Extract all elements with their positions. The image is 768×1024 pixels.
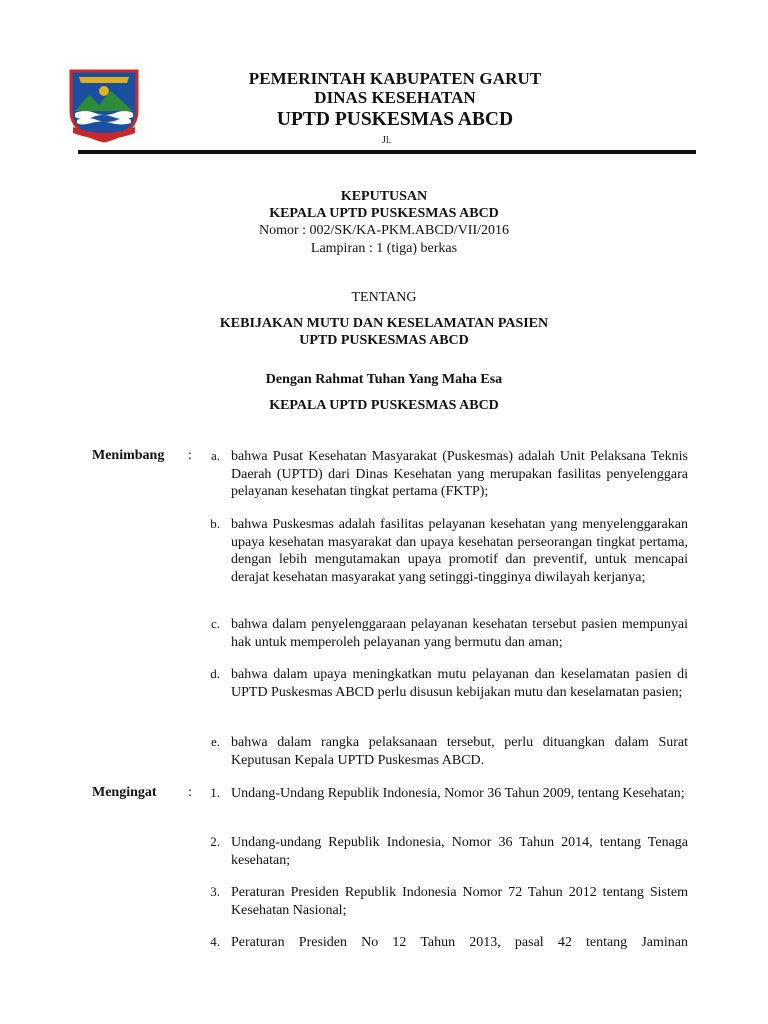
menimbang-item-marker: d. <box>210 666 220 681</box>
mengingat-item-marker: 4. <box>210 934 220 949</box>
mengingat-label: Mengingat <box>92 785 157 800</box>
decree-subject-line1: KEBIJAKAN MUTU DAN KESELAMATAN PASIEN <box>219 316 549 331</box>
menimbang-item-marker: e. <box>210 734 220 749</box>
garut-regency-emblem-icon <box>67 67 141 143</box>
menimbang-item-text: bahwa Puskesmas adalah fasilitas pelayanan kesehatan yang menyelenggarakan upaya kesehatan masyarakat dan upaya kesehatan perseorangan tingkat pertama, dengan lebih mengutamakan upaya promotif dan preventif, untuk mencapai derajat kesehatan masyarakat yang setinggi-tingginya diwilayah kerjanya; <box>231 517 688 585</box>
letterhead-divider <box>78 150 696 154</box>
decree-number: Nomor : 002/SK/KA-PKM.ABCD/VII/2016 <box>258 223 510 238</box>
letterhead-address: Jl. <box>382 135 392 146</box>
mengingat-item-text: Undang-undang Republik Indonesia, Nomor 36 Tahun 2014, tentang Tenaga kesehatan; <box>231 835 688 868</box>
decree-title: KEPUTUSAN <box>340 189 428 204</box>
mengingat-item-text: Undang-Undang Republik Indonesia, Nomor 36 Tahun 2009, tentang Kesehatan; <box>231 786 685 801</box>
decree-invocation: Dengan Rahmat Tuhan Yang Maha Esa <box>265 372 503 387</box>
menimbang-item-text: bahwa dalam penyelenggaraan pelayanan kesehatan tersebut pasien mempunyai hak untuk memperoleh pelayanan yang bermutu dan aman; <box>231 617 688 650</box>
letterhead-government: PEMERINTAH KABUPATEN GARUT <box>248 69 542 88</box>
menimbang-colon: : <box>188 448 192 463</box>
menimbang-label: Menimbang <box>92 448 165 463</box>
mengingat-colon: : <box>188 785 192 800</box>
menimbang-item-marker: c. <box>210 616 220 631</box>
decree-subject-line2: UPTD PUSKESMAS ABCD <box>299 333 469 348</box>
decree-issuer-repeat: KEPALA UPTD PUSKESMAS ABCD <box>269 398 499 413</box>
mengingat-item-text: Peraturan Presiden No 12 Tahun 2013, pasal 42 tentang Jaminan <box>231 935 688 950</box>
decree-issuer: KEPALA UPTD PUSKESMAS ABCD <box>269 206 499 221</box>
menimbang-item-text: bahwa Pusat Kesehatan Masyarakat (Puskesmas) adalah Unit Pelaksana Teknis Daerah (UPTD) dari Dinas Kesehatan yang merupakan fasilitas penyelenggara pelayanan kesehatan tingkat pertama (FKTP); <box>231 449 688 500</box>
letterhead-department: DINAS KESEHATAN <box>314 88 476 107</box>
menimbang-item-marker: a. <box>210 448 220 463</box>
decree-attachment: Lampiran : 1 (tiga) berkas <box>310 241 458 256</box>
menimbang-item-marker: b. <box>210 516 220 531</box>
menimbang-item-text: bahwa dalam rangka pelaksanaan tersebut, perlu dituangkan dalam Surat Keputusan Kepala UPTD Puskesmas ABCD. <box>231 735 688 768</box>
mengingat-item-marker: 2. <box>210 834 220 849</box>
menimbang-item-text: bahwa dalam upaya meningkatkan mutu pelayanan dan keselamatan pasien di UPTD Puskesmas ABCD perlu disusun kebijakan mutu dan keselamatan pasien; <box>231 667 688 700</box>
decree-about: TENTANG <box>351 290 417 305</box>
mengingat-item-marker: 1. <box>210 785 220 800</box>
mengingat-item-text: Peraturan Presiden Republik Indonesia Nomor 72 Tahun 2012 tentang Sistem Kesehatan Nasional; <box>231 885 688 918</box>
letterhead-unit: UPTD PUSKESMAS ABCD <box>276 109 514 130</box>
mengingat-item-marker: 3. <box>210 884 220 899</box>
